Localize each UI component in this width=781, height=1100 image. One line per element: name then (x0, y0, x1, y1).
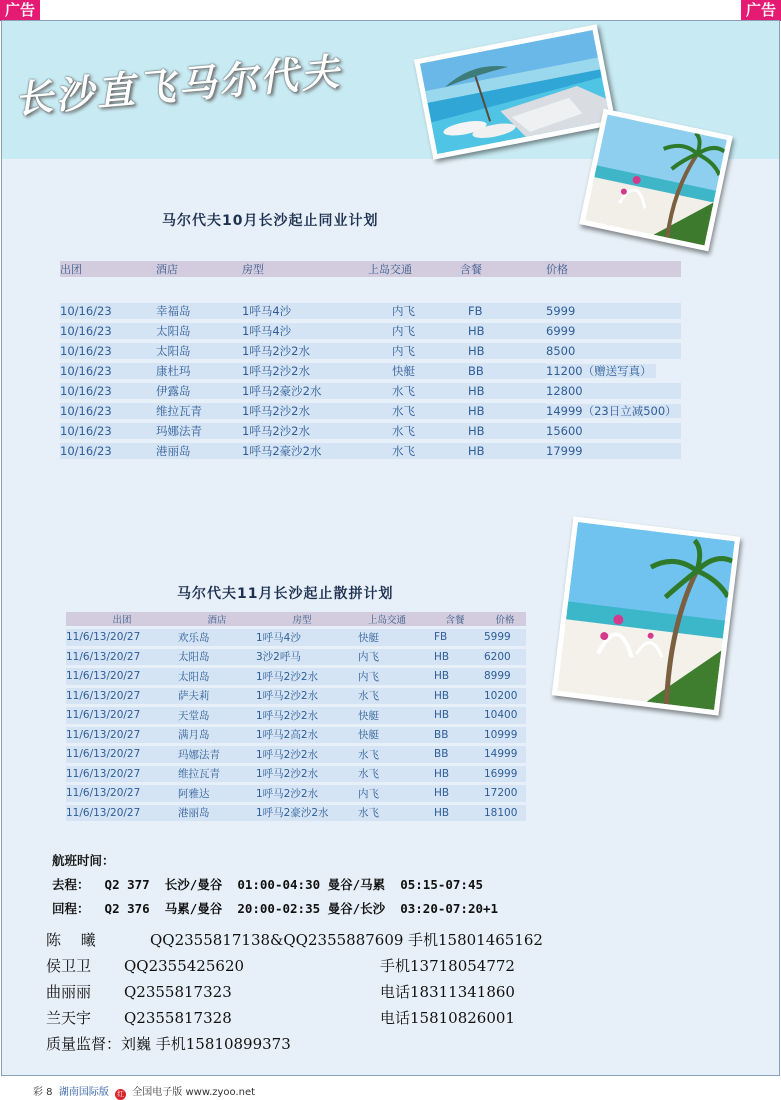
cell-date: 11/6/13/20/27 (66, 668, 178, 685)
cell-meal: HB (426, 649, 484, 666)
table-header-row (66, 612, 526, 626)
cell-room: 1呼马4沙 (256, 629, 348, 646)
cell-room: 1呼马2豪沙2水 (256, 805, 348, 822)
cell-hotel: 太阳岛 (156, 343, 242, 359)
cell-transfer: 内飞 (368, 323, 460, 339)
cell-price: 17999 (546, 443, 681, 459)
cell-hotel: 维拉瓦青 (156, 403, 242, 419)
col-meal: 含餐 (460, 261, 546, 277)
cell-transfer: 内飞 (348, 649, 426, 666)
cell-price: 5999 (546, 303, 681, 319)
cell-transfer: 水飞 (368, 443, 460, 459)
main-title: 长沙直飞马尔代夫 (12, 49, 344, 122)
cell-room: 1呼马2沙2水 (256, 707, 348, 724)
cell-date: 10/16/23 (60, 323, 156, 339)
cell-transfer: 水飞 (368, 383, 460, 399)
cell-date: 10/16/23 (60, 403, 156, 419)
contact-phone: 手机13718054772 (380, 957, 515, 975)
quality-supervisor: 质量监督：刘巍 手机15810899373 (46, 1035, 291, 1053)
table-row (66, 688, 526, 705)
ad-label-right: 广告 (741, 0, 781, 21)
cell-price: 12800 (546, 383, 681, 399)
cell-transfer: 快艇 (368, 363, 460, 379)
cell-date: 10/16/23 (60, 443, 156, 459)
edition-name: 湖南国际版 (58, 1087, 109, 1098)
cell-price: 10999 (484, 727, 526, 744)
cell-meal: HB (460, 323, 546, 339)
table-row (60, 383, 681, 399)
cell-meal: FB (460, 303, 546, 319)
cell-price (546, 403, 681, 419)
cell-date: 11/6/13/20/27 (66, 649, 178, 666)
cell-meal: HB (460, 443, 546, 459)
contact-list (46, 927, 766, 1057)
cell-hotel: 康杜玛 (156, 363, 242, 379)
col-hotel: 酒店 (156, 261, 242, 277)
cell-room: 1呼马2豪沙2水 (242, 383, 368, 399)
october-plan-table (60, 257, 681, 463)
cell-hotel: 伊露岛 (156, 383, 242, 399)
cell-transfer: 内飞 (368, 303, 460, 319)
table-row (60, 323, 681, 339)
cell-hotel: 太阳岛 (178, 649, 256, 666)
cell-date: 10/16/23 (60, 343, 156, 359)
cell-price: 16999 (484, 766, 526, 783)
cell-price: 6999 (546, 323, 681, 339)
cell-room: 1呼马2高2水 (256, 727, 348, 744)
cell-meal: BB (426, 746, 484, 763)
cell-hotel: 港丽岛 (156, 443, 242, 459)
table-row (66, 668, 526, 685)
cell-room: 1呼马4沙 (242, 303, 368, 319)
col-date: 出团 (66, 612, 178, 626)
table-row (60, 343, 681, 359)
november-plan-table (66, 609, 526, 824)
table-row (60, 303, 681, 319)
cell-room: 1呼马2沙2水 (242, 343, 368, 359)
cell-hotel: 玛娜法青 (178, 746, 256, 763)
table-row (66, 746, 526, 763)
cell-price: 6200 (484, 649, 526, 666)
newspaper-logo-icon: 红 (117, 1090, 125, 1098)
table-row (66, 649, 526, 666)
cell-hotel: 天堂岛 (178, 707, 256, 724)
contact-phone: 电话18311341860 (380, 983, 515, 1001)
table-header-row (60, 261, 681, 277)
cell-room: 1呼马4沙 (242, 323, 368, 339)
ad-page (1, 20, 780, 1076)
cell-meal: BB (426, 727, 484, 744)
table-row (66, 707, 526, 724)
cell-price: 15600 (546, 423, 681, 439)
col-date: 出团 (60, 261, 156, 277)
cell-price: 5999 (484, 629, 526, 646)
contact-qq: QQ2355425620 (124, 957, 245, 975)
table-row (60, 403, 681, 419)
cell-date: 11/6/13/20/27 (66, 629, 178, 646)
cell-room: 1呼马2沙2水 (256, 785, 348, 802)
cell-hotel: 萨夫莉 (178, 688, 256, 705)
flight-heading: 航班时间： (52, 853, 115, 868)
table-row (66, 785, 526, 802)
cell-transfer: 水飞 (348, 805, 426, 822)
contact-row (46, 1005, 766, 1031)
cell-transfer: 水飞 (368, 403, 460, 419)
cell-meal: BB (460, 363, 546, 379)
cell-price: 8500 (546, 343, 681, 359)
cell-meal: HB (426, 707, 484, 724)
cell-room: 3沙2呼马 (256, 649, 348, 666)
website-link[interactable]: 全国电子版 www.zyoo.net (132, 1087, 256, 1098)
page-footer (33, 1083, 255, 1100)
cell-transfer: 快艇 (348, 629, 426, 646)
cell-room: 1呼马2沙2水 (256, 766, 348, 783)
contact-name: 曲丽丽 (46, 983, 92, 1001)
cell-hotel: 维拉瓦青 (178, 766, 256, 783)
cell-hotel: 满月岛 (178, 727, 256, 744)
col-transfer: 上岛交通 (348, 612, 426, 626)
cell-price: 8999 (484, 668, 526, 685)
contact-qq: QQ2355817138&QQ2355887609 (150, 931, 404, 949)
cell-room: 1呼马2豪沙2水 (242, 443, 368, 459)
contact-name: 侯卫卫 (46, 957, 92, 975)
cell-date: 11/6/13/20/27 (66, 785, 178, 802)
cell-transfer: 内飞 (348, 668, 426, 685)
contact-row (46, 927, 766, 953)
col-transfer: 上岛交通 (368, 261, 460, 277)
contact-name: 陈 曦 (46, 931, 96, 949)
contact-row (46, 979, 766, 1005)
col-room: 房型 (256, 612, 348, 626)
page-number: 彩 8 (33, 1087, 53, 1098)
cell-date: 11/6/13/20/27 (66, 766, 178, 783)
cell-meal: HB (426, 805, 484, 822)
cell-hotel: 欢乐岛 (178, 629, 256, 646)
table-row (60, 423, 681, 439)
col-meal: 含餐 (426, 612, 484, 626)
col-price: 价格 (546, 261, 681, 277)
cell-hotel: 阿雅达 (178, 785, 256, 802)
table-row (66, 629, 526, 646)
cell-meal: HB (460, 343, 546, 359)
cell-hotel: 港丽岛 (178, 805, 256, 822)
october-plan-title: 马尔代夫10月长沙起止同业计划 (162, 213, 379, 229)
cell-hotel: 太阳岛 (156, 323, 242, 339)
cell-date: 11/6/13/20/27 (66, 707, 178, 724)
contact-phone: 手机15801465162 (408, 931, 543, 949)
outbound-flight: 去程： Q2 377 长沙/曼谷 01:00-04:30 曼谷/马累 05:15-07:45 (52, 877, 484, 892)
cell-date: 10/16/23 (60, 383, 156, 399)
table-row (66, 766, 526, 783)
table-row (60, 443, 681, 459)
cell-date: 11/6/13/20/27 (66, 746, 178, 763)
cell-price: 14999 (484, 746, 526, 763)
contact-row (46, 953, 766, 979)
cell-hotel: 玛娜法青 (156, 423, 242, 439)
col-hotel: 酒店 (178, 612, 256, 626)
cell-transfer: 快艇 (348, 727, 426, 744)
cell-transfer: 内飞 (348, 785, 426, 802)
cell-room: 1呼马2沙2水 (256, 668, 348, 685)
cell-transfer: 水飞 (348, 746, 426, 763)
contact-name: 兰天宇 (46, 1009, 92, 1027)
cell-meal: HB (426, 668, 484, 685)
contact-qq: Q2355817323 (124, 983, 232, 1001)
cell-date: 10/16/23 (60, 363, 156, 379)
cell-hotel: 幸福岛 (156, 303, 242, 319)
cell-meal: FB (426, 629, 484, 646)
contact-phone: 电话15810826001 (380, 1009, 515, 1027)
cell-transfer: 内飞 (368, 343, 460, 359)
cell-room: 1呼马2沙2水 (256, 688, 348, 705)
table-row (66, 727, 526, 744)
cell-meal: HB (460, 403, 546, 419)
price-note: 11200（赠送写真） (546, 364, 656, 378)
cell-transfer: 水飞 (348, 766, 426, 783)
cell-room: 1呼马2沙2水 (242, 403, 368, 419)
flight-schedule (52, 849, 498, 921)
table-row (60, 363, 681, 379)
beach-wedding-photo (552, 516, 741, 715)
col-price: 价格 (484, 612, 526, 626)
return-flight: 回程： Q2 376 马累/曼谷 20:00-02:35 曼谷/长沙 03:20-07:20+1 (52, 901, 499, 916)
cell-meal: HB (426, 766, 484, 783)
cell-date: 11/6/13/20/27 (66, 688, 178, 705)
cell-transfer: 快艇 (348, 707, 426, 724)
cell-meal: HB (426, 688, 484, 705)
cell-price: 10200 (484, 688, 526, 705)
cell-date: 10/16/23 (60, 303, 156, 319)
supervisor-row (46, 1031, 766, 1057)
contact-qq: Q2355817328 (124, 1009, 232, 1027)
cell-price: 10400 (484, 707, 526, 724)
cell-transfer: 水飞 (348, 688, 426, 705)
price-note: 14999（23日立减500） (546, 404, 681, 418)
cell-price (546, 363, 681, 379)
cell-date: 11/6/13/20/27 (66, 805, 178, 822)
cell-transfer: 水飞 (368, 423, 460, 439)
cell-price: 17200 (484, 785, 526, 802)
cell-room: 1呼马2沙2水 (242, 363, 368, 379)
cell-date: 10/16/23 (60, 423, 156, 439)
ad-label-left: 广告 (0, 0, 40, 21)
cell-date: 11/6/13/20/27 (66, 727, 178, 744)
cell-room: 1呼马2沙2水 (256, 746, 348, 763)
cell-meal: HB (426, 785, 484, 802)
cell-price: 18100 (484, 805, 526, 822)
col-room: 房型 (242, 261, 368, 277)
cell-room: 1呼马2沙2水 (242, 423, 368, 439)
table-row (66, 805, 526, 822)
cell-meal: HB (460, 383, 546, 399)
cell-meal: HB (460, 423, 546, 439)
november-plan-title: 马尔代夫11月长沙起止散拼计划 (177, 586, 394, 602)
cell-hotel: 太阳岛 (178, 668, 256, 685)
